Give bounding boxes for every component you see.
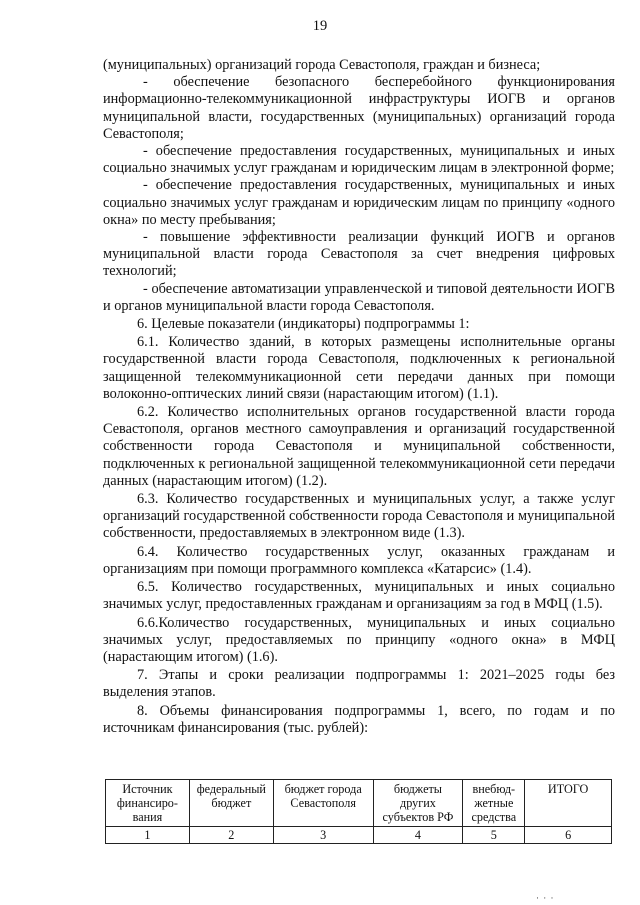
table-number-cell: 4 — [373, 827, 463, 844]
table-header-cell: внебюд-жетные средства — [463, 780, 525, 827]
paragraph-section-7: 7. Этапы и сроки реализации подпрограммы 1: 2021–2025 годы без выделения этапов. — [103, 667, 615, 701]
paragraph-task-automation: - обеспечение автоматизации управленческой и типовой деятельности ИОГВ и органов муниципальной власти города Севастополя. — [103, 280, 615, 314]
table-number-cell: 1 — [106, 827, 190, 844]
paragraph-task-efficiency: - повышение эффективности реализации функций ИОГВ и органов муниципальной власти города Севастополя за счет внедрения цифровых технологий; — [103, 229, 615, 280]
paragraph-task-electronic: - обеспечение предоставления государственных, муниципальных и иных социально значимых услуг гражданам и юридическим лицам в электронной форме; — [103, 143, 615, 177]
table-header-cell: бюджет города Севастополя — [273, 780, 373, 827]
paragraph-6-3: 6.3. Количество государственных и муниципальных услуг, а также услуг организаций государственной собственности города Севастополя и муниципальной собственности, предоставляемых в электронном виде (1.3). — [103, 491, 615, 542]
paragraph-section-8: 8. Объемы финансирования подпрограммы 1, всего, по годам и по источникам финансирования (тыс. рублей): — [103, 702, 615, 736]
table-header-cell: бюджеты других субъектов РФ — [373, 780, 463, 827]
financing-table — [105, 779, 612, 844]
paragraph-6-5: 6.5. Количество государственных, муниципальных и иных социально значимых услуг, предоставленных гражданам и организациям за год в МФЦ (1.5). — [103, 579, 615, 613]
paragraph-6-4: 6.4. Количество государственных услуг, оказанных гражданам и организациям при помощи программного комплекса «Катарсис» (1.4). — [103, 543, 615, 577]
paragraph-6-2: 6.2. Количество исполнительных органов государственной власти города Севастополя, органов местного самоуправления и организаций государственной собственности города Севастополя и муниципальной собственности, подключенных к региональной защищенной телекоммуникационной сети передачи данных (нарастающим итогом) (1.2). — [103, 404, 615, 489]
table-header-cell: федеральный бюджет — [189, 780, 273, 827]
table-number-cell: 2 — [189, 827, 273, 844]
table-number-cell: 6 — [525, 827, 612, 844]
paragraph-6-6: 6.6.Количество государственных, муниципальных и иных социально значимых услуг, предоставляемых по принципу «одного окна» в МФЦ (нарастающим итогом) (1.6). — [103, 614, 615, 665]
paragraph-task-one-window: - обеспечение предоставления государственных, муниципальных и иных социально значимых услуг гражданам и юридическим лицам по принципу «одного окна» по месту пребывания; — [103, 177, 615, 228]
scan-artifact-mark: · · · — [536, 893, 555, 903]
table-number-row — [106, 827, 612, 844]
table-header-cell: ИТОГО — [525, 780, 612, 827]
table-header-cell: Источник финансиро-вания — [106, 780, 190, 827]
document-body — [103, 57, 615, 737]
table-number-cell: 5 — [463, 827, 525, 844]
table-header-row — [106, 780, 612, 827]
paragraph-continuation: (муниципальных) организаций города Севастополя, граждан и бизнеса; — [103, 57, 541, 73]
paragraph-section-6: 6. Целевые показатели (индикаторы) подпрограммы 1: — [137, 316, 470, 333]
paragraph-task-security: - обеспечение безопасного бесперебойного функционирования информационно-телекоммуникационной инфраструктуры ИОГВ и органов муниципальной власти, государственных (муниципальных) организаций города Севастополя; — [103, 74, 615, 142]
table-number-cell: 3 — [273, 827, 373, 844]
page-number: 19 — [312, 18, 328, 34]
paragraph-6-1: 6.1. Количество зданий, в которых размещены исполнительные органы государственной власти города Севастополя, подключенных к региональной защищенной телекоммуникационной сети передачи данных при помощи волоконно-оптических линий связи (нарастающим итогом) (1.1). — [103, 334, 615, 402]
